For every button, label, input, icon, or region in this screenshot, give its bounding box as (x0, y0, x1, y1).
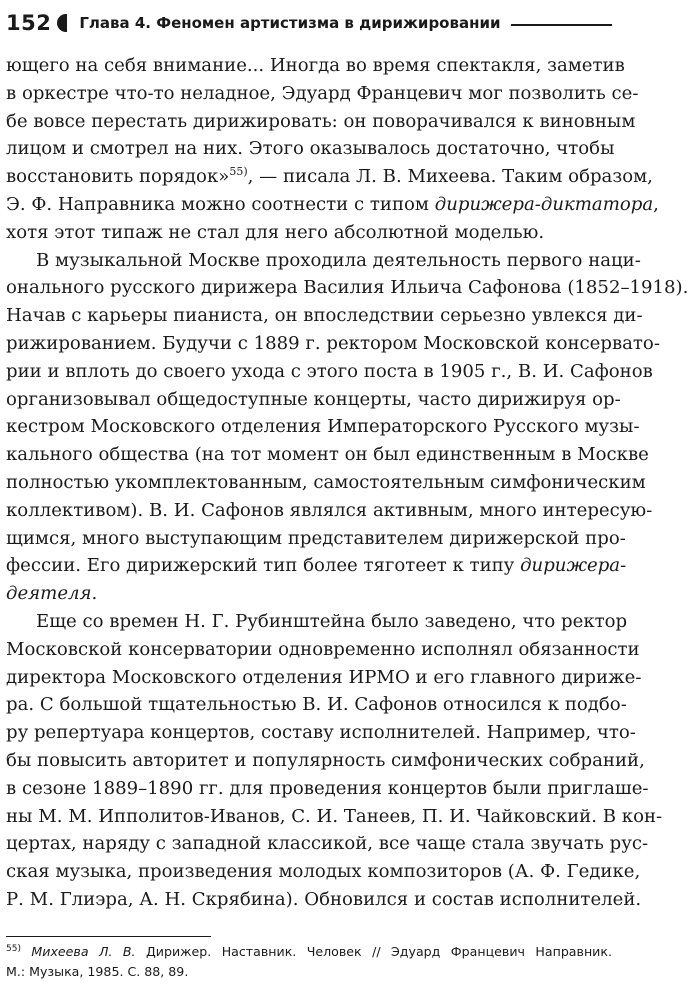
text-line: Р. М. Глиэра, А. Н. Скрябина). Обновился и состав исполнителей. (6, 888, 642, 910)
footnote-line: М.: Музыка, 1985. С. 88, 89. (6, 964, 189, 979)
text-fragment: , — писала Л. В. Михеева. Таким образом, (247, 166, 653, 188)
text-line: Начав с карьеры пианиста, он впоследствии серьезно увлекся ди- (6, 305, 643, 327)
text-line: цертах, наряду с западной классикой, все чаще стала звучать рус- (6, 833, 649, 855)
footnote-text: Дирижер. Наставник. Человек // Эдуард Францевич Направник. (135, 944, 612, 959)
page-number: 152 (6, 11, 52, 35)
text-line: бе вовсе перестать дирижировать: он поворачивался к виновным (6, 110, 636, 132)
text-line: В музыкальной Москве проходила деятельность первого наци- (36, 249, 641, 271)
footnote-author: Михеева Л. В. (31, 944, 136, 959)
text-line: коллективом). В. И. Сафонов являлся активным, много интересую- (6, 499, 653, 521)
footnote-reference: 55) (229, 165, 248, 179)
header-rule (511, 24, 613, 26)
text-line (6, 163, 653, 191)
text-line: бы повысить авторитет и популярность симфонических собраний, (6, 749, 645, 771)
text-fragment: Э. Ф. Направника можно соотнести с типом (6, 193, 435, 215)
text-line (6, 580, 612, 608)
text-line: в оркестре что-то неладное, Эдуард Францевич мог позволить се- (6, 82, 639, 104)
text-line: онального русского дирижера Василия Ильича Сафонова (1852–1918). (6, 277, 688, 299)
text-line: ская музыка, произведения молодых композиторов (А. Ф. Гедике, (6, 861, 641, 883)
text-line: ру репертуара концертов, составу исполнителей. Например, что- (6, 722, 636, 744)
footnote (6, 942, 612, 982)
italic-term: дирижера- (520, 555, 627, 577)
text-line: Московской консерватории одновременно исполнял обязанности (6, 638, 640, 660)
footnote-separator (6, 936, 211, 937)
text-line: Еще со времен Н. Г. Рубинштейна было заведено, что ректор (36, 610, 628, 632)
chapter-title: Глава 4. Феномен артистизма в дирижировании (79, 14, 501, 32)
running-header (6, 8, 612, 38)
italic-term: деятеля (6, 583, 92, 605)
paragraph-3 (6, 608, 663, 914)
text-line: ра. С большой тщательностью В. И. Сафонов относился к подбо- (6, 694, 627, 716)
footnote-line (6, 942, 612, 962)
text-line: директора Московского отделения ИРМО и его главного дирижe- (6, 666, 642, 688)
text-line: рижированием. Будучи с 1889 г. ректором Московской консервато- (6, 332, 660, 354)
chapter-marker-shape (57, 14, 67, 32)
text-line: в сезоне 1889–1890 гг. для проведения концертов были приглаше- (6, 777, 649, 799)
text-line: ющего на себя внимание... Иногда во время спектакля, заметив (6, 55, 625, 76)
text-line: лицом и смотрел на них. Этого оказывалось достаточно, чтобы (6, 138, 615, 160)
text-fragment: , (653, 193, 659, 215)
main-text (6, 52, 688, 914)
text-fragment: фессии. Его дирижерский тип более тяготеет к типу (6, 555, 521, 577)
paragraph-1 (6, 52, 659, 247)
text-line: кального общества (на тот момент он был единственным в Москве (6, 444, 649, 466)
text-fragment: . (91, 583, 98, 605)
text-line: кестром Московского отделения Императорского Русского музы- (6, 416, 640, 438)
text-line: щимся, много выступающим представителем дирижерской про- (6, 527, 626, 549)
footnote-marker: 55) (6, 943, 21, 954)
text-fragment: восстановить порядок» (6, 166, 230, 188)
text-line: полностью укомплектованным, самостоятельным симфоническим (6, 471, 646, 493)
text-line (6, 552, 627, 580)
text-line: хотя этот типаж не стал для него абсолютной моделью. (6, 221, 545, 243)
paragraph-2 (6, 247, 688, 608)
italic-term: дирижера-диктатора (434, 193, 654, 215)
text-line: рии и вплоть до своего ухода с этого поста в 1905 г., В. И. Сафонов (6, 360, 653, 382)
text-line: организовывал общедоступные концерты, часто дирижируя ор- (6, 388, 621, 410)
text-line: ны М. М. Ипполитов-Иванов, С. И. Танеев, П. И. Чайковский. В кон- (6, 805, 663, 827)
text-line (6, 191, 659, 219)
